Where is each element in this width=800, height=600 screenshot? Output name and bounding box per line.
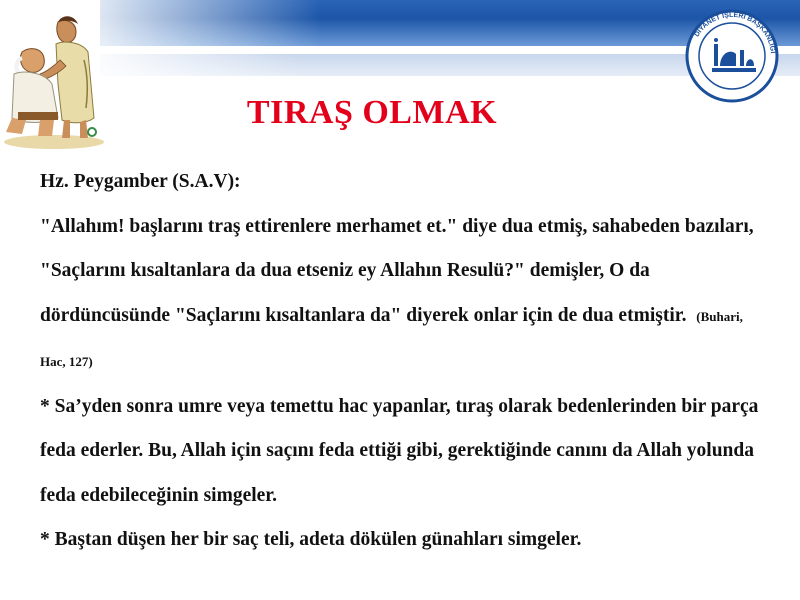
note-paragraph-2: * Baştan düşen her bir saç teli, adeta dökülen günahları simgeler. bbox=[40, 529, 582, 550]
header-band bbox=[0, 0, 800, 92]
ground-shadow bbox=[4, 135, 104, 149]
hadith-paragraph bbox=[40, 205, 770, 385]
slide-body bbox=[40, 160, 770, 563]
slide-title: TIRAŞ OLMAK bbox=[246, 94, 498, 131]
diyanet-logo-icon bbox=[684, 8, 780, 104]
logo-ring-text: DİYANET İŞLERİ BAŞKANLIĞI bbox=[693, 11, 776, 54]
hadith-text: "Allahım! başlarını traş ettirenlere merhamet et." diye dua etmiş, sahabeden bazıları, "Saçlarını kısaltanlara da dua etseniz ey Allahın Resulü?" demişler, O da dördüncüsünde "Saçlarını kısaltanlara da" diyerek onlar için de dua etmiştir. bbox=[40, 215, 754, 326]
speaker-line: Hz. Peygamber (S.A.V): bbox=[40, 171, 241, 192]
header-bar-bottom-fade bbox=[100, 54, 300, 76]
citation: (Buhari, Hac, 127) bbox=[40, 308, 743, 369]
header-bar-top-fade bbox=[100, 0, 320, 46]
note-paragraph-1: * Sa’yden sonra umre veya temettu hac yapanlar, tıraş olarak bedenlerinden bir parça feda ederler. Bu, Allah için saçını feda ettiği gibi, gerektiğinde canını da Allah yolunda feda edebileceğinin simgeler. bbox=[40, 395, 759, 506]
